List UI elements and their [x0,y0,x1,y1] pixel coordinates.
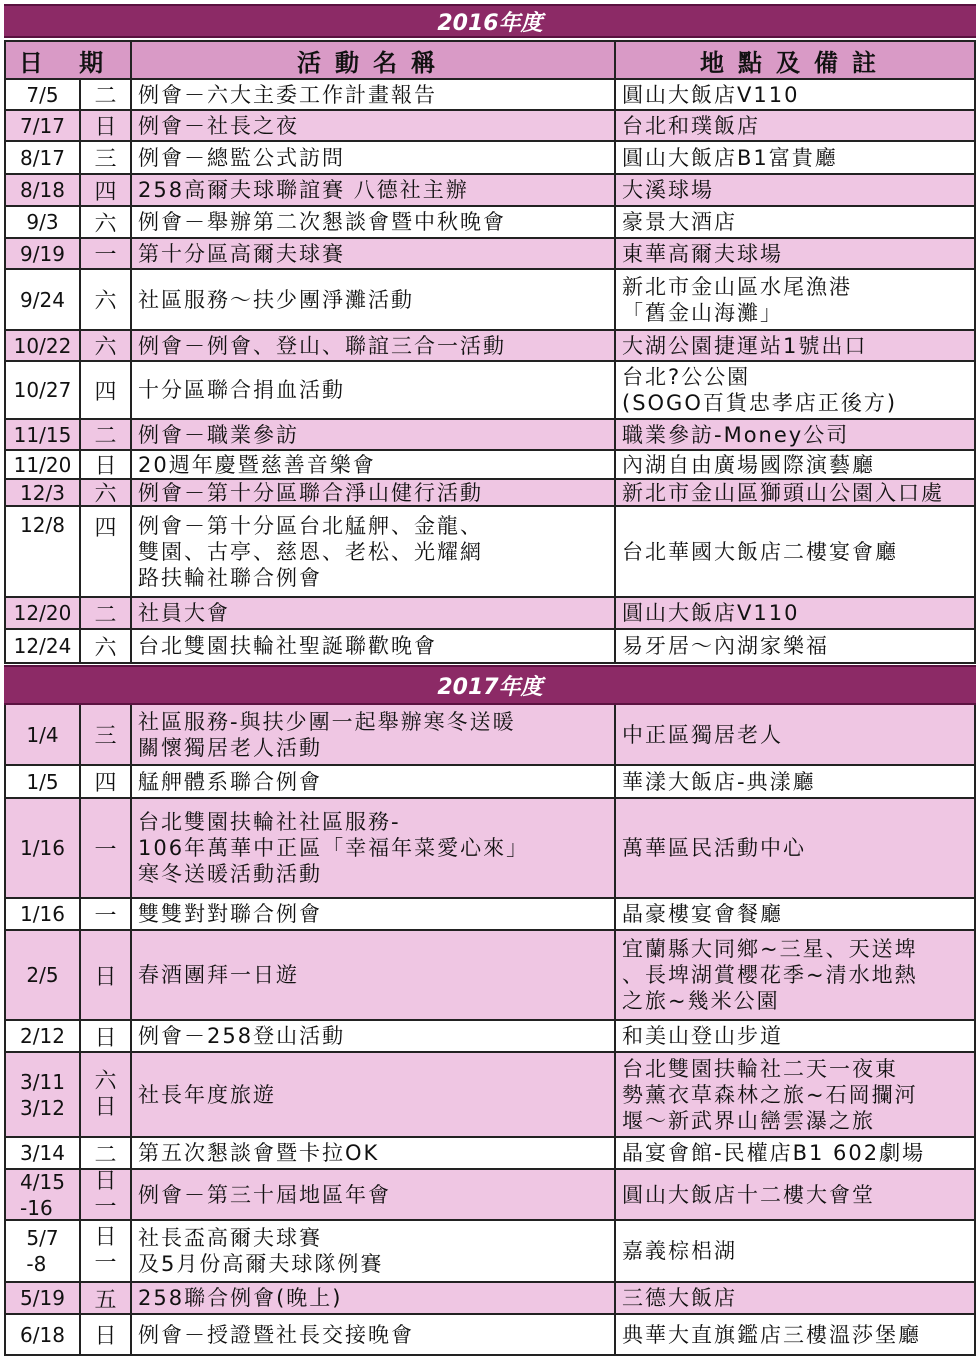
weekday-text-cell [81,451,132,478]
table-row [4,931,976,1021]
table-row [4,207,976,239]
date-text: 9/24 [20,287,65,312]
location-text-cell [616,362,974,418]
location-text-cell [616,80,974,109]
date-text-cell [6,239,81,268]
weekday-text-cell [81,598,132,628]
location-text: 三德大飯店 [622,1286,737,1310]
activity-text: 社員大會 [138,601,230,625]
location-text: 宜蘭縣大同鄉~三星、天送埤 、長埤湖賞櫻花季~清水地熱 之旅~幾米公園 [622,937,918,1013]
weekday-text-cell [81,1221,132,1281]
weekday-text: 日 一 [94,1225,117,1276]
date-text-cell [6,1170,81,1219]
date-text: 2/5 [26,963,59,987]
activity-text: 258高爾夫球聯誼賽 八德社主辦 [138,178,469,202]
location-text-cell [616,270,974,329]
activity-text: 例會－授證暨社長交接晚會 [138,1322,414,1347]
activity-text-cell [132,899,616,929]
date-text: 3/14 [20,1141,65,1165]
weekday-text-cell [81,1170,132,1219]
year-2017-banner [4,665,976,705]
date-text-cell [6,630,81,662]
activity-text-cell [132,80,616,109]
activity-text-cell [132,1283,616,1313]
date-text-cell [6,1221,81,1281]
weekday-text: 日 [94,1025,117,1051]
activity-text-cell [132,799,616,897]
date-text: 3/11 3/12 [20,1069,65,1120]
table-row [4,111,976,142]
activity-text: 台北雙園扶輪社聖誕聯歡晚會 [138,634,437,658]
location-text: 內湖自由廣場國際演藝廳 [622,452,875,477]
date-text-cell [6,420,81,449]
activity-text-cell [132,630,616,662]
weekday-text: 六 [94,635,117,661]
table-row [4,1283,976,1315]
year-2016-title: 2016年度 [437,10,543,36]
location-text-cell [616,799,974,897]
location-text-cell [616,1021,974,1051]
date-text-cell [6,1021,81,1051]
weekday-text: 二 [94,424,117,449]
date-text: 11/20 [13,452,72,477]
date-text: 8/17 [20,145,65,170]
date-text: 10/22 [13,333,72,358]
weekday-text-cell [81,207,132,237]
weekday-text-cell [81,80,132,109]
date-text-cell [6,362,81,418]
weekday-text-cell [81,766,132,797]
weekday-text-cell [81,1053,132,1136]
date-text: 1/16 [20,836,65,860]
weekday-text-cell [81,799,132,897]
location-text-cell [616,630,974,662]
activity-text: 例會－舉辦第二次懇談會暨中秋晚會 [138,210,506,234]
date-text-cell [6,142,81,173]
table-header [4,40,976,80]
date-text: 9/3 [26,210,59,234]
table-row [4,705,976,766]
location-text-cell [616,931,974,1019]
location-text-cell [616,207,974,237]
location-text-cell [616,899,974,929]
weekday-text-cell [81,239,132,268]
activity-text-cell [132,420,616,449]
weekday-text: 二 [94,1142,117,1168]
activity-text-cell [132,1221,616,1281]
table-row [4,630,976,664]
location-text: 華漾大飯店-典漾廳 [622,769,816,794]
activity-text: 例會－第三十屆地區年會 [138,1182,391,1207]
header-activity: 活動名稱 [132,42,616,78]
location-text: 易牙居～內湖家樂福 [622,634,829,658]
weekday-text: 一 [94,837,117,863]
date-text: 12/20 [13,601,72,625]
weekday-text: 四 [94,516,117,541]
location-text: 圓山大飯店十二樓大會堂 [622,1182,875,1207]
table-row [4,142,976,175]
date-text: 1/4 [26,722,59,747]
weekday-text-cell [81,705,132,764]
weekday-text: 一 [94,903,117,929]
activity-text: 例會－第十分區台北艋舺、金龍、 雙園、古亭、慈恩、老松、光耀網 路扶輪社聯合例會 [138,513,483,590]
activity-text: 社長年度旅遊 [138,1082,276,1107]
date-text: 4/15 -16 [20,1169,65,1220]
table-row [4,799,976,899]
date-text-cell [6,207,81,237]
header-date: 日 期 [6,42,132,78]
date-text-cell [6,331,81,360]
location-text-cell [616,598,974,628]
date-text: 5/19 [20,1286,65,1310]
weekday-text-cell [81,507,132,596]
activity-text: 例會－例會、登山、聯誼三合一活動 [138,333,506,358]
table-row [4,331,976,362]
weekday-text: 二 [94,84,117,109]
activity-text: 例會－總監公式訪問 [138,145,345,170]
activity-text-cell [132,1170,616,1219]
weekday-text-cell [81,1138,132,1168]
table-row [4,270,976,331]
activity-text: 例會－第十分區聯合淨山健行活動 [138,480,483,505]
location-text: 嘉義棕梠湖 [622,1239,737,1263]
activity-text-cell [132,1053,616,1136]
table-row [4,1053,976,1138]
weekday-text: 六 [94,289,117,314]
weekday-text-cell [81,331,132,360]
location-text-cell [616,480,974,505]
date-text-cell [6,451,81,478]
date-text: 12/8 [20,513,65,537]
date-text: 1/16 [20,902,65,926]
weekday-text-cell [81,420,132,449]
weekday-text: 六 [94,482,117,507]
location-text-cell [616,1170,974,1219]
table-row [4,480,976,507]
location-text: 台北華國大飯店二樓宴會廳 [622,539,898,564]
table-row [4,507,976,598]
date-text: 9/19 [20,241,65,266]
activity-text-cell [132,507,616,596]
location-text: 大溪球場 [622,178,714,202]
table-row [4,451,976,480]
location-text-cell [616,507,974,596]
location-text: 大湖公園捷運站1號出口 [622,333,868,358]
location-text-cell [616,1315,974,1354]
location-text: 台北雙園扶輪社二天一夜東 勢薰衣草森林之旅~石岡攔河 堰～新武界山巒雲瀑之旅 [622,1056,918,1133]
weekday-text: 一 [94,243,117,268]
date-text: 7/5 [26,82,59,107]
weekday-text: 四 [94,771,117,796]
weekday-text-cell [81,142,132,173]
activity-text: 例會－258登山活動 [138,1024,346,1048]
table-row [4,1021,976,1053]
table-row [4,899,976,931]
table-row [4,1315,976,1356]
activity-text-cell [132,766,616,797]
weekday-text: 四 [94,379,117,405]
activity-text: 第十分區高爾夫球賽 [138,241,345,266]
activity-text-cell [132,705,616,764]
activity-text-cell [132,1315,616,1354]
weekday-text: 日 [94,1324,117,1349]
activity-text-cell [132,111,616,140]
weekday-text: 六 [94,335,117,360]
weekday-text: 日 [94,964,117,990]
activity-text-cell [132,142,616,173]
activity-text: 十分區聯合捐血活動 [138,378,345,402]
date-text: 12/3 [20,480,65,505]
activity-text-cell [132,239,616,268]
year-2017-title: 2017年度 [437,674,543,700]
location-text: 豪景大酒店 [622,210,737,234]
weekday-text: 五 [94,1287,117,1313]
location-text-cell [616,705,974,764]
activity-text-cell [132,362,616,418]
date-text-cell [6,766,81,797]
location-text: 職業參訪-Money公司 [622,422,850,447]
weekday-text: 六 日 [94,1068,117,1120]
table-row [4,766,976,799]
weekday-text-cell [81,931,132,1019]
year-2016-banner [4,4,976,38]
location-text: 圓山大飯店V110 [622,601,800,625]
location-text-cell [616,175,974,205]
activity-text: 第五次懇談會暨卡拉OK [138,1141,380,1165]
date-text-cell [6,1053,81,1136]
location-text-cell [616,142,974,173]
location-text: 圓山大飯店V110 [622,82,800,107]
table-row [4,362,976,420]
date-text-cell [6,507,81,596]
date-text-cell [6,705,81,764]
activity-text: 例會－六大主委工作計畫報告 [138,82,437,107]
location-text-cell [616,111,974,140]
weekday-text-cell [81,630,132,662]
activity-text: 艋舺體系聯合例會 [138,769,322,794]
header-location: 地點及備註 [700,48,890,77]
location-text: 圓山大飯店B1富貴廳 [622,145,838,170]
activity-text: 258聯合例會(晚上) [138,1286,343,1310]
activity-text: 20週年慶暨慈善音樂會 [138,452,376,477]
date-text: 6/18 [20,1322,65,1347]
table-row [4,239,976,270]
activity-text-cell [132,598,616,628]
weekday-text: 二 [94,602,117,628]
weekday-text-cell [81,899,132,929]
weekday-text: 日 一 [94,1168,117,1220]
date-text-cell [6,1138,81,1168]
location-text-cell [616,1283,974,1313]
table-row [4,175,976,207]
weekday-text-cell [81,111,132,140]
location-text: 晶豪樓宴會餐廳 [622,902,783,926]
activity-text-cell [132,931,616,1019]
location-text: 台北和璞飯店 [622,113,760,138]
weekday-text-cell [81,1315,132,1354]
weekday-text: 日 [94,454,117,479]
weekday-text: 三 [94,147,117,172]
date-text: 1/5 [26,769,59,794]
date-text-cell [6,1283,81,1313]
table-row [4,80,976,111]
date-text-cell [6,899,81,929]
date-text: 10/27 [13,378,72,402]
table-row [4,598,976,630]
location-text-cell [616,1138,974,1168]
location-text-cell [616,766,974,797]
table-row [4,1221,976,1283]
activity-text-cell [132,451,616,478]
date-text-cell [6,270,81,329]
location-text-cell [616,451,974,478]
date-text: 11/15 [13,422,72,447]
table-row [4,1138,976,1170]
date-text: 5/7 -8 [26,1226,59,1276]
activity-text: 社長盃高爾夫球賽 及5月份高爾夫球隊例賽 [138,1226,384,1276]
location-text: 台北?公公園 (SOGO百貨忠孝店正後方) [622,365,898,415]
date-text-cell [6,931,81,1019]
activity-text: 例會－職業參訪 [138,422,299,447]
location-text: 和美山登山步道 [622,1024,783,1048]
weekday-text-cell [81,1021,132,1051]
activity-text-cell [132,480,616,505]
date-text: 7/17 [20,113,65,138]
weekday-text-cell [81,362,132,418]
date-text-cell [6,80,81,109]
date-text-cell [6,799,81,897]
date-text: 12/24 [13,634,72,658]
weekday-text: 日 [94,115,117,140]
activity-text: 雙雙對對聯合例會 [138,902,322,926]
weekday-text-cell [81,480,132,505]
weekday-text: 四 [94,179,117,205]
location-text: 新北市金山區獅頭山公園入口處 [622,480,944,505]
location-text: 東華高爾夫球場 [622,241,783,266]
date-text-cell [6,1315,81,1354]
weekday-text-cell [81,175,132,205]
location-text-cell [616,1221,974,1281]
weekday-text-cell [81,1283,132,1313]
location-text: 晶宴會館-民權店B1 602劇場 [622,1141,926,1165]
location-text-cell [616,1053,974,1136]
activity-text: 社區服務-與扶少團一起舉辦寒冬送暖 關懷獨居老人活動 [138,709,516,760]
location-text: 典華大直旗鑑店三樓溫莎堡廳 [622,1322,921,1347]
location-text: 新北市金山區水尾漁港 「舊金山海灘」 [622,274,852,325]
weekday-text-cell [81,270,132,329]
location-text: 中正區獨居老人 [622,722,783,747]
table-row [4,1170,976,1221]
activity-text-cell [132,175,616,205]
date-text-cell [6,598,81,628]
activity-text: 社區服務～扶少團淨灘活動 [138,287,414,312]
location-text-cell [616,331,974,360]
activity-text: 例會－社長之夜 [138,113,299,138]
activity-text-cell [132,270,616,329]
activity-text-cell [132,207,616,237]
activity-text-cell [132,331,616,360]
date-text: 2/12 [20,1024,65,1048]
activity-text-cell [132,1138,616,1168]
date-text: 8/18 [20,178,65,202]
activity-text: 春酒團拜一日遊 [138,963,299,987]
date-text-cell [6,111,81,140]
weekday-text: 六 [94,211,117,237]
location-text: 萬華區民活動中心 [622,836,806,860]
activity-text-cell [132,1021,616,1051]
date-text-cell [6,480,81,505]
date-text-cell [6,175,81,205]
location-text-cell [616,420,974,449]
weekday-text: 三 [94,724,117,749]
table-row [4,420,976,451]
location-text-cell [616,239,974,268]
activity-text: 台北雙園扶輪社社區服務- 106年萬華中正區「幸福年菜愛心來」 寒冬送暖活動活動 [138,810,530,886]
